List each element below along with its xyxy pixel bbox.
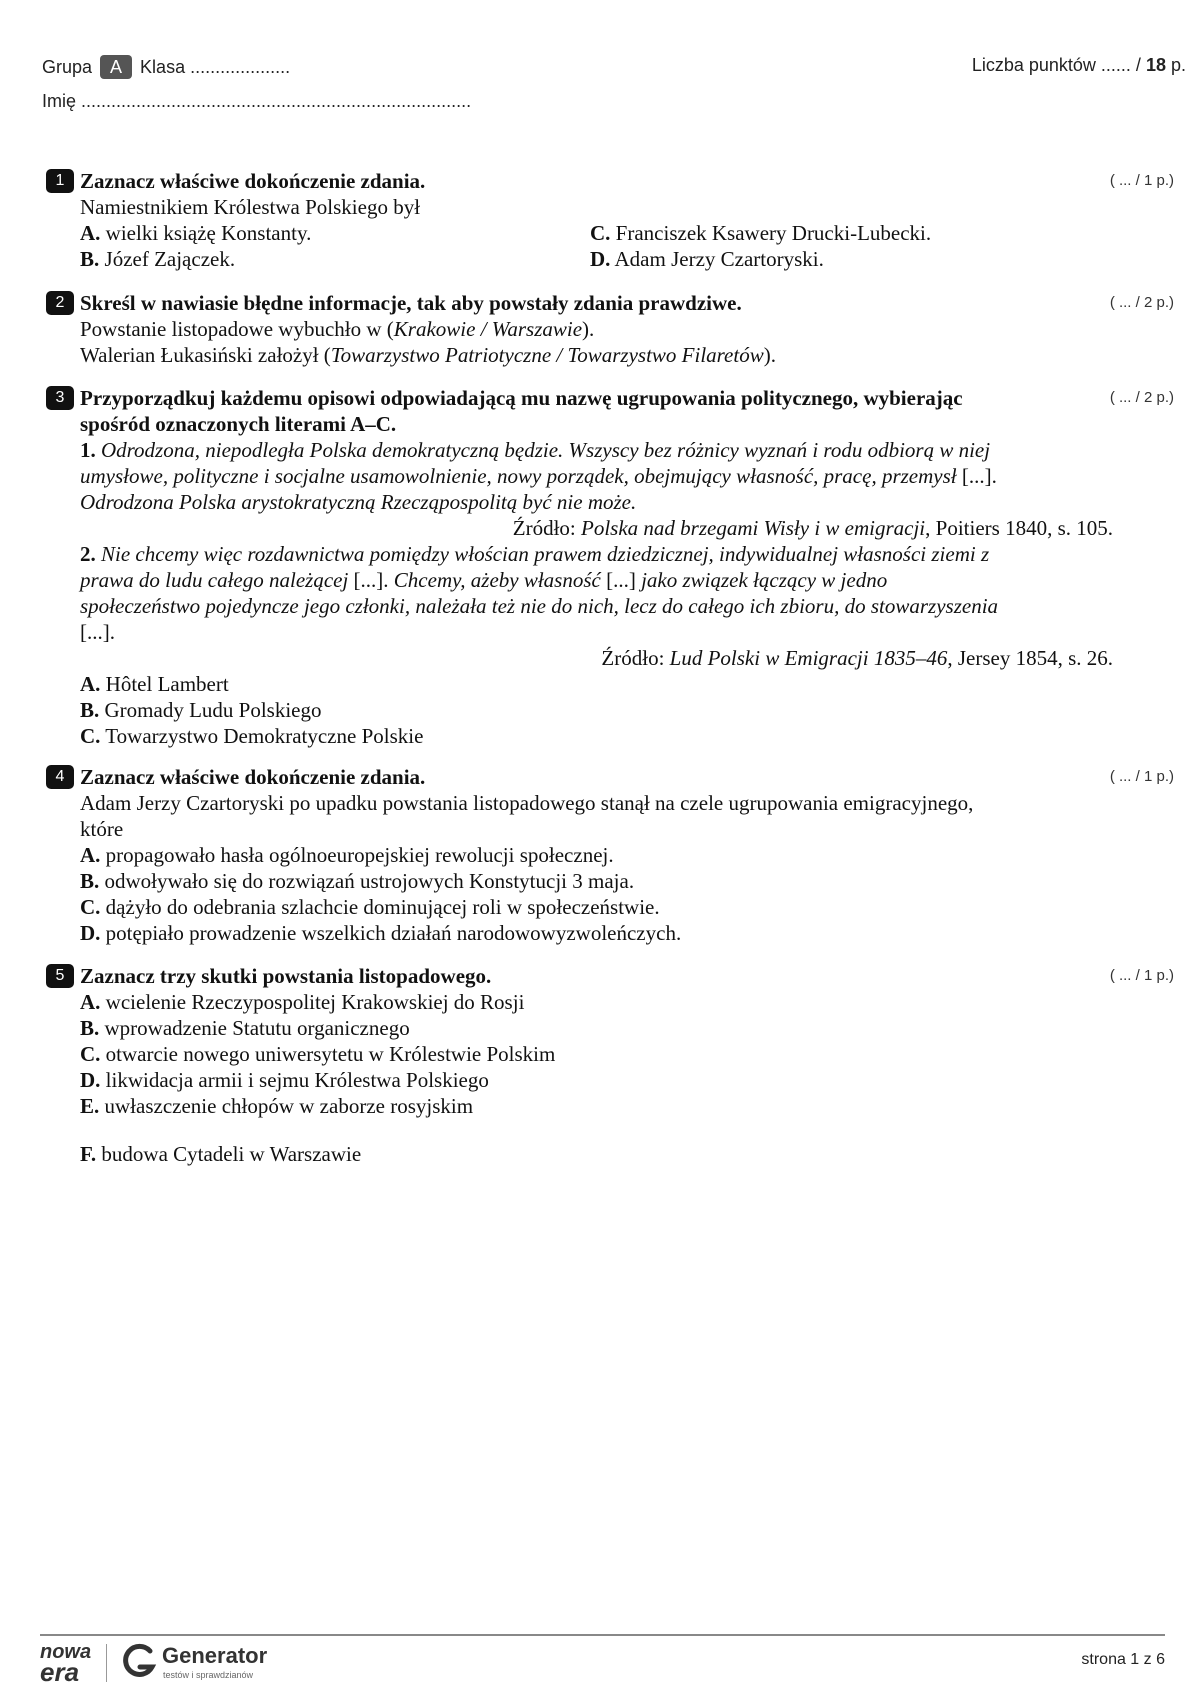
statement-1: Powstanie listopadowe wybuchło w (Krakowie / Warszawie). xyxy=(80,317,595,341)
question-2-header xyxy=(44,290,1174,316)
points-label: Liczba punktów ...... / xyxy=(971,55,1141,75)
class-field: Klasa .................... xyxy=(140,57,291,77)
generator-logo-icon xyxy=(122,1643,158,1681)
source-1: 1. Odrodzona, niepodległa Polska demokratyczną będzie. Wszyscy bez różnicy wyznań i rodu odbiorą w niej umysłowe, polityczne i socjalne usamowolnienie, nowy porządek, obejmujący własność, pracę, przemysł [...]. Odrodzona Polska arystokratyczną Rzecząpospolitą być nie może. Źródło: Polska nad brzegami Wisły i w emigracji, Poitiers 1840, s. 105. xyxy=(80,438,1113,540)
question-title-line-1: Przyporządkuj każdemu opisowi odpowiadającą mu nazwę ugrupowania politycznego, wybierając xyxy=(80,386,963,410)
answer-option-d[interactable]: D. potępiało prowadzenie wszelkich działań narodowowyzwoleńczych. xyxy=(80,921,682,945)
answer-option-b[interactable]: B. Józef Zajączek. xyxy=(80,247,236,271)
answer-option-b[interactable]: B. odwoływało się do rozwiązań ustrojowych Konstytucji 3 maja. xyxy=(80,869,635,893)
answer-option-a[interactable]: A. Hôtel Lambert xyxy=(80,672,229,696)
footer-divider xyxy=(40,1634,1165,1636)
answer-option-c[interactable]: C. Towarzystwo Demokratyczne Polskie xyxy=(80,724,424,748)
statement-2: Walerian Łukasiński założył (Towarzystwo Patriotyczne / Towarzystwo Filaretów). xyxy=(80,343,776,367)
question-number-badge: 1 xyxy=(46,169,74,193)
answer-option-a[interactable]: A. wcielenie Rzeczypospolitej Krakowskiej do Rosji xyxy=(80,990,525,1014)
answer-option-e[interactable]: E. uwłaszczenie chłopów w zaborze rosyjskim xyxy=(80,1094,474,1118)
question-1-header xyxy=(44,168,1174,194)
group-badge: A xyxy=(100,55,132,79)
choice-pair-1[interactable]: Krakowie / Warszawie xyxy=(393,317,583,341)
source-2: 2. Nie chcemy więc rozdawnictwa pomiędzy włościan prawem dziedzicznej, indywidualnej własności ziemi z prawa do ludu całego należącej [...]. Chcemy, ażeby własność [...] jako związek łączący w jedno społeczeństwo pojedyncze jego członki, należała też nie do nich, lecz do całego ich zbioru, do stowarzyszenia [...]. Źródło: Lud Polski w Emigracji 1835–46, Jersey 1854, s. 26. xyxy=(80,542,1113,670)
question-1 xyxy=(44,168,1174,272)
points-total: 18 xyxy=(1145,55,1166,75)
question-2 xyxy=(44,290,1174,368)
question-4 xyxy=(44,764,1174,946)
name-field: Imię .............................................................................. xyxy=(42,91,472,111)
question-4-header xyxy=(44,764,1174,790)
group-label: Grupa xyxy=(42,57,93,77)
logo-separator xyxy=(106,1644,107,1682)
answer-option-a[interactable]: A. wielki książę Konstanty. xyxy=(80,221,312,245)
points-summary xyxy=(972,55,1186,76)
generator-logo-subtitle: testów i sprawdzianów xyxy=(163,1670,254,1680)
answer-option-b[interactable]: B. Gromady Ludu Polskiego xyxy=(80,698,322,722)
answer-option-b[interactable]: B. wprowadzenie Statutu organicznego xyxy=(80,1016,410,1040)
question-number-badge: 4 xyxy=(46,765,74,789)
question-5 xyxy=(44,963,1174,1167)
group-class-line xyxy=(42,55,290,79)
answer-option-c[interactable]: C. otwarcie nowego uniwersytetu w Królestwie Polskim xyxy=(80,1042,556,1066)
answer-option-f[interactable]: F. budowa Cytadeli w Warszawie xyxy=(80,1142,362,1166)
question-number-badge: 3 xyxy=(46,386,74,410)
question-stem-line-1: Adam Jerzy Czartoryski po upadku powstania listopadowego stanął na czele ugrupowania emigracyjnego, xyxy=(80,791,974,815)
question-5-header xyxy=(44,963,1174,989)
answer-option-d[interactable]: D. likwidacja armii i sejmu Królestwa Polskiego xyxy=(80,1068,489,1092)
question-3 xyxy=(44,385,1174,749)
answer-option-c[interactable]: C. Franciszek Ksawery Drucki-Lubecki. xyxy=(590,221,932,245)
page-number: strona 1 z 6 xyxy=(1081,1651,1165,1668)
nowa-era-logo: nowa era xyxy=(40,1641,92,1687)
generator-logo-text: Generator xyxy=(162,1643,268,1668)
source-citation: Źródło: Lud Polski w Emigracji 1835–46, Jersey 1854, s. 26. xyxy=(601,646,1113,670)
question-title-line-2: spośród oznaczonych literami A–C. xyxy=(80,412,397,436)
points-unit: p. xyxy=(1170,55,1186,75)
question-points: ( ... / 2 p.) xyxy=(1109,294,1174,311)
question-title: Zaznacz trzy skutki powstania listopadowego. xyxy=(80,964,492,988)
choice-pair-2[interactable]: Towarzystwo Patriotyczne / Towarzystwo Filaretów xyxy=(330,343,764,367)
question-title: Zaznacz właściwe dokończenie zdania. xyxy=(80,169,426,193)
question-3-header xyxy=(44,385,1174,437)
question-stem-line-2: które xyxy=(80,817,124,841)
question-title: Skreśl w nawiasie błędne informacje, tak aby powstały zdania prawdziwe. xyxy=(80,291,742,315)
question-points: ( ... / 1 p.) xyxy=(1109,172,1174,189)
source-citation: Źródło: Polska nad brzegami Wisły i w emigracji, Poitiers 1840, s. 105. xyxy=(512,516,1113,540)
answer-option-d[interactable]: D. Adam Jerzy Czartoryski. xyxy=(590,247,824,271)
question-title: Zaznacz właściwe dokończenie zdania. xyxy=(80,765,426,789)
question-points: ( ... / 1 p.) xyxy=(1109,768,1174,785)
answer-option-a[interactable]: A. propagowało hasła ogólnoeuropejskiej rewolucji społecznej. xyxy=(80,843,614,867)
question-stem: Namiestnikiem Królestwa Polskiego był xyxy=(80,195,421,219)
answer-option-c[interactable]: C. dążyło do odebrania szlachcie dominującej roli w społeczeństwie. xyxy=(80,895,660,919)
question-number-badge: 5 xyxy=(46,964,74,988)
question-points: ( ... / 1 p.) xyxy=(1109,967,1174,984)
question-number-badge: 2 xyxy=(46,291,74,315)
question-points: ( ... / 2 p.) xyxy=(1109,389,1174,406)
